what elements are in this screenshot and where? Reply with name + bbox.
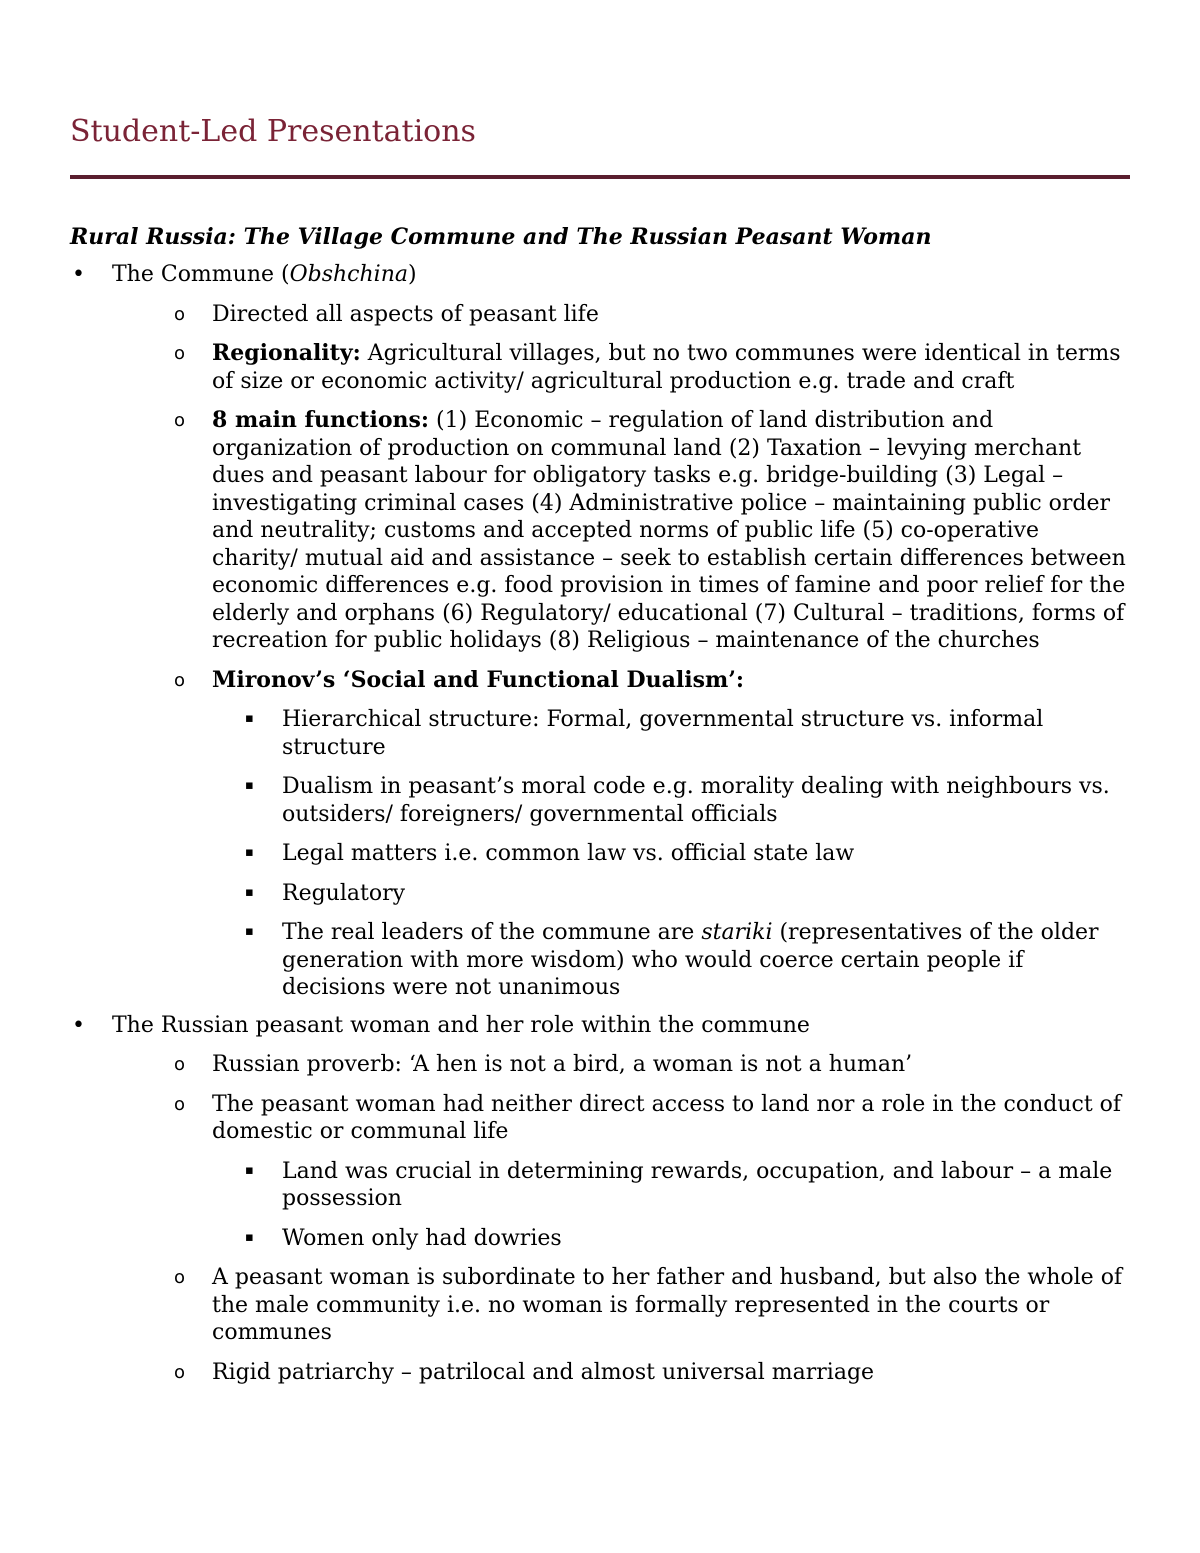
woman-point-patriarchy: o Rigid patriarchy – patrilocal and almost universal marriage — [174, 1359, 875, 1385]
commune-point-functions: o 8 main functions: (1) Economic – regulation of land distribution and organization of production on communal land (2) Taxation – levying merchant dues and peasant labour for obligatory tasks e.g. bridge-building (3) Legal – investigating criminal cases (4) Administrative police – maintaining public order and neutrality; customs and accepted norms of public life (5) co-operative charity/ mutual aid and assistance – seek to establish certain differences between economic differences e.g. food provision in times of famine and poor relief for the elderly and orphans (6) Regulatory/ educational (7) Cultural – traditions, forms of recreation for public holidays (8) Religious – maintenance of the churches — [174, 407, 1126, 653]
circle-marker: o — [174, 303, 186, 325]
circle-marker: o — [174, 669, 186, 691]
commune-point-regionality: o Regionality: Agricultural villages, but no two communes were identical in terms of size or economic activity/ agricultural production e.g. trade and craft — [174, 340, 1121, 394]
circle-marker: o — [174, 1361, 186, 1383]
section-heading: Rural Russia: The Village Commune and The Russian Peasant Woman — [70, 224, 932, 250]
mironov-regulatory: ▪ Regulatory — [245, 880, 406, 906]
document-title: Student-Led Presentations — [70, 110, 1130, 179]
square-marker: ▪ — [245, 1229, 254, 1245]
mironov-hierarchical: ▪ Hierarchical structure: Formal, governmental structure vs. informal structure — [245, 707, 1044, 760]
woman-land: ▪ Land was crucial in determining rewards, occupation, and labour – a male possession — [245, 1158, 1113, 1211]
mironov-moral-code: ▪ Dualism in peasant’s moral code e.g. morality dealing with neighbours vs. outsiders/ foreigners/ governmental officials — [245, 774, 1110, 827]
square-marker: ▪ — [245, 884, 254, 900]
circle-marker: o — [174, 343, 186, 364]
bullet-peasant-woman: • The Russian peasant woman and her role within the commune — [72, 1012, 810, 1038]
woman-point-access: o The peasant woman had neither direct access to land nor a role in the conduct of domestic or communal life — [174, 1091, 1122, 1144]
bullet-commune: • The Commune (Obshchina) — [72, 262, 417, 287]
square-marker: ▪ — [245, 711, 254, 726]
square-marker: ▪ — [245, 1162, 254, 1178]
woman-point-proverb: o Russian proverb: ‘A hen is not a bird, a woman is not a human’ — [174, 1052, 913, 1077]
mironov-stariki: ▪ The real leaders of the commune are stariki (representatives of the older generation with more wisdom) who would coerce certain people if decisions were not unanimous — [245, 920, 1099, 1000]
mironov-legal: ▪ Legal matters i.e. common law vs. official state law — [245, 841, 855, 866]
circle-marker: o — [174, 1093, 186, 1115]
bullet-marker: • — [72, 262, 85, 287]
square-marker: ▪ — [245, 924, 254, 939]
stariki-term: stariki — [701, 920, 773, 945]
woman-point-subordinate: o A peasant woman is subordinate to her father and husband, but also the whole of the male community i.e. no woman is formally represented in the courts or communes — [174, 1265, 1123, 1345]
circle-marker: o — [174, 1267, 186, 1288]
square-marker: ▪ — [245, 778, 254, 793]
circle-marker: o — [174, 410, 186, 431]
bullet-marker: • — [72, 1012, 85, 1038]
obshchina-term: Obshchina — [289, 262, 408, 287]
commune-point-mironov: o Mironov’s ‘Social and Functional Dualism’: — [174, 666, 745, 693]
commune-point-directed: o Directed all aspects of peasant life — [174, 301, 599, 327]
square-marker: ▪ — [245, 845, 254, 860]
woman-dowries: ▪ Women only had dowries — [245, 1225, 562, 1251]
circle-marker: o — [174, 1054, 186, 1075]
